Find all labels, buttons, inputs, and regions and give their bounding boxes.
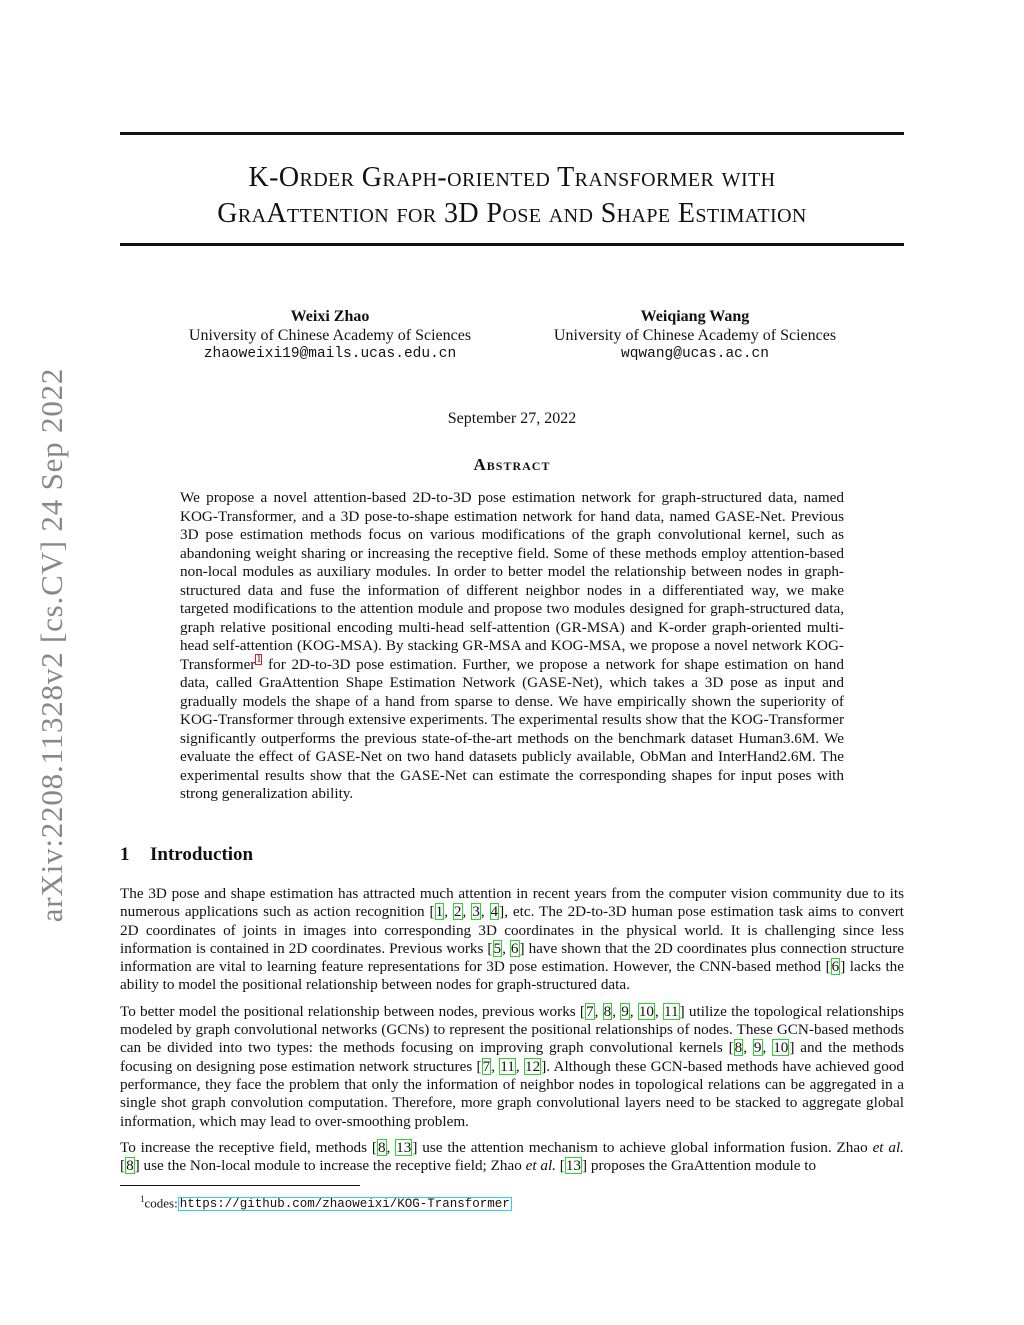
citation-link[interactable]: 13: [565, 1157, 582, 1175]
citation-link[interactable]: 10: [638, 1002, 654, 1020]
citation-link[interactable]: 8: [126, 1157, 134, 1175]
paper-title-line-1: K-Order Graph-oriented Transformer with: [248, 162, 776, 193]
introduction-body: [120, 885, 904, 1183]
footnote-ref-1[interactable]: 1: [256, 654, 262, 666]
citation-link[interactable]: 6: [831, 958, 840, 976]
author-2-affiliation: University of Chinese Academy of Sciences: [553, 327, 837, 344]
footnote-url-link[interactable]: https://github.com/zhaoweixi/KOG-Transformer: [179, 1197, 510, 1212]
citation-link[interactable]: 11: [664, 1002, 679, 1020]
paragraph-2: To better model the positional relationship between nodes, previous works [7, 8, 9, 10, 11] utilize the topological relationships modeled by graph convolutional networks (GCNs) to represent the positional relationships of nodes. These GCN-based methods can be divided into two types: the methods focusing on improving graph convolutional kernels [8, 9, 10] and the methods focusing on designing pose estimation network structures [7, 11, 12]. Although these GCN-based methods have achieved good performance, they face the problem that only the information of neighbor nodes in topological relations can be aggregated in a single shot graph convolution computation. Therefore, more graph convolutional layers need to be stacked to aggregate global information, which may lead to over-smoothing problem.: [120, 1002, 905, 1130]
paragraph-1: The 3D pose and shape estimation has attracted much attention in recent years from the computer vision community due to its numerous applications such as action recognition [1, 2, 3, 4], etc. The 2D-to-3D human pose estimation task aims to convert 2D coordinates of joints in images into corresponding 3D coordinates in the physical world. It is challenging since less information is contained in 2D coordinates. Previous works [5, 6] have shown that the 2D coordinates plus connection structure information are vital to learning feature representations for 3D pose estimation. However, the CNN-based method [6] lacks the ability to model the positional relationship between nodes for graph-structured data.: [120, 885, 904, 994]
section-heading-introduction: 1 Introduction: [120, 844, 254, 865]
citation-link[interactable]: 6: [510, 939, 519, 957]
citation-link[interactable]: 8: [734, 1039, 743, 1057]
author-1-email[interactable]: zhaoweixi19@mails.ucas.edu.cn: [203, 346, 457, 362]
citation-link[interactable]: 12: [525, 1057, 541, 1075]
citation-link[interactable]: 11: [500, 1057, 515, 1075]
citation-link[interactable]: 9: [621, 1002, 629, 1020]
abstract-body: We propose a novel attention-based 2D-to-3D pose estimation network for graph-structured data, named KOG-Transformer, and a 3D pose-to-shape estimation network for hand data, named GASE-Net. Previous 3D pose estimation methods focus on various modifications of the graph convolutional kernel, such as abandoning weight sharing or increasing the receptive field. Some of these methods employ attention-based non-local modules as auxiliary modules. In order to better model the relationship between nodes in graph-structured data and fuse the information of different neighbor nodes in a differentiated way, we make targeted modifications to the attention module and propose two modules designed for graph-structured data, graph relative positional encoding multi-head self-attention (GR-MSA) and K-order graph-oriented multi-head self-attention (KOG-MSA). By stacking GR-MSA and KOG-MSA, we propose a novel network KOG-Transformer$^1$ for 2D-to-3D pose estimation. Further, we propose a network for shape estimation on hand data, called GraAttention Shape Estimation Network (GASE-Net), which takes a 3D pose as input and gradually models the shape of a hand from sparse to dense. We have empirically shown the superiority of KOG-Transformer through extensive experiments. The experimental results show that the KOG-Transformer significantly outperforms the previous state-of-the-art methods on the benchmark dataset Human3.6M. We evaluate the effect of GASE-Net on two hand datasets publicly available, ObMan and InterHand2.6M. The experimental results show that the GASE-Net can estimate the corresponding shapes for input poses with strong generalization ability.: [180, 489, 844, 802]
citation-link[interactable]: 3: [472, 903, 480, 921]
abstract-heading: Abstract: [473, 455, 551, 474]
author-1: [150, 307, 510, 364]
citation-link[interactable]: 7: [585, 1002, 594, 1020]
citation-link[interactable]: 4: [490, 903, 499, 921]
citation-link[interactable]: 10: [773, 1039, 789, 1057]
title-top-rule: [120, 132, 904, 135]
citation-link[interactable]: 5: [493, 939, 502, 957]
author-2-name: Weiqiang Wang: [640, 308, 750, 325]
paragraph-3: To increase the receptive field, methods [8, 13] use the attention mechanism to achieve global information fusion. Zhao et al. [8] use the Non-local module to increase the receptive field; Zhao et al. [13] proposes the GraAttention module to: [120, 1138, 904, 1175]
citation-link[interactable]: 8: [603, 1002, 612, 1020]
arxiv-watermark: arXiv:2208.11328v2 [cs.CV] 24 Sep 2022: [34, 367, 69, 923]
citation-link[interactable]: 7: [482, 1057, 491, 1075]
footnote-1: $^1$codes: https://github.com/zhaoweixi/KOG-Transformer: [140, 1194, 510, 1212]
author-2: [515, 307, 875, 364]
citation-link[interactable]: 13: [396, 1138, 412, 1156]
paper-title-line-2: GraAttention for 3D Pose and Shape Estimation: [217, 198, 807, 229]
citation-link[interactable]: 8: [377, 1138, 386, 1156]
footnote-rule: [120, 1185, 360, 1186]
author-1-name: Weixi Zhao: [290, 308, 370, 325]
author-2-email[interactable]: wqwang@ucas.ac.cn: [621, 346, 769, 362]
author-1-affiliation: University of Chinese Academy of Sciences: [188, 327, 472, 344]
citation-link[interactable]: 9: [753, 1039, 762, 1057]
title-bottom-rule: [120, 243, 904, 246]
citation-link[interactable]: 2: [453, 903, 462, 921]
citation-link[interactable]: 1: [435, 903, 444, 921]
paper-date: September 27, 2022: [447, 410, 577, 427]
